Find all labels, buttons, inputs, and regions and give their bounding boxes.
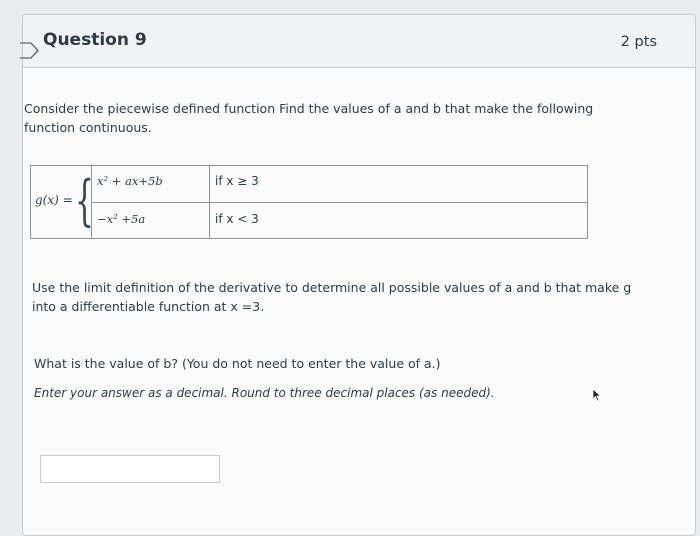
answer-instruction: Enter your answer as a decimal. Round to three decimal places (as needed). <box>34 386 495 400</box>
function-label: g(x) = <box>35 193 73 207</box>
row-divider <box>91 202 587 203</box>
question-points: 2 pts <box>620 34 657 50</box>
mouse-cursor-icon <box>592 388 602 402</box>
piecewise-function-table <box>30 165 588 239</box>
function-label-cell <box>31 166 92 238</box>
piece-expression-1: x² + ax+5b <box>97 174 163 188</box>
sub-question: What is the value of b? (You do not need to enter the value of a.) <box>34 356 441 371</box>
piece-expression-2: −x² +5a <box>97 212 146 226</box>
arrow-tab-icon <box>20 42 40 59</box>
column-divider <box>209 166 210 238</box>
question-title: Question 9 <box>43 30 147 50</box>
left-brace: { <box>75 169 94 232</box>
piece-condition-2: if x < 3 <box>215 212 259 226</box>
answer-input[interactable] <box>40 455 220 483</box>
piece-condition-1: if x ≥ 3 <box>215 174 259 188</box>
derivative-instructions: Use the limit definition of the derivative to determine all possible values of a and b that make g into a differentiable function at x =3. <box>32 280 632 314</box>
question-header <box>23 15 695 68</box>
question-intro: Consider the piecewise defined function Find the values of a and b that make the following function continuous. <box>24 101 594 135</box>
